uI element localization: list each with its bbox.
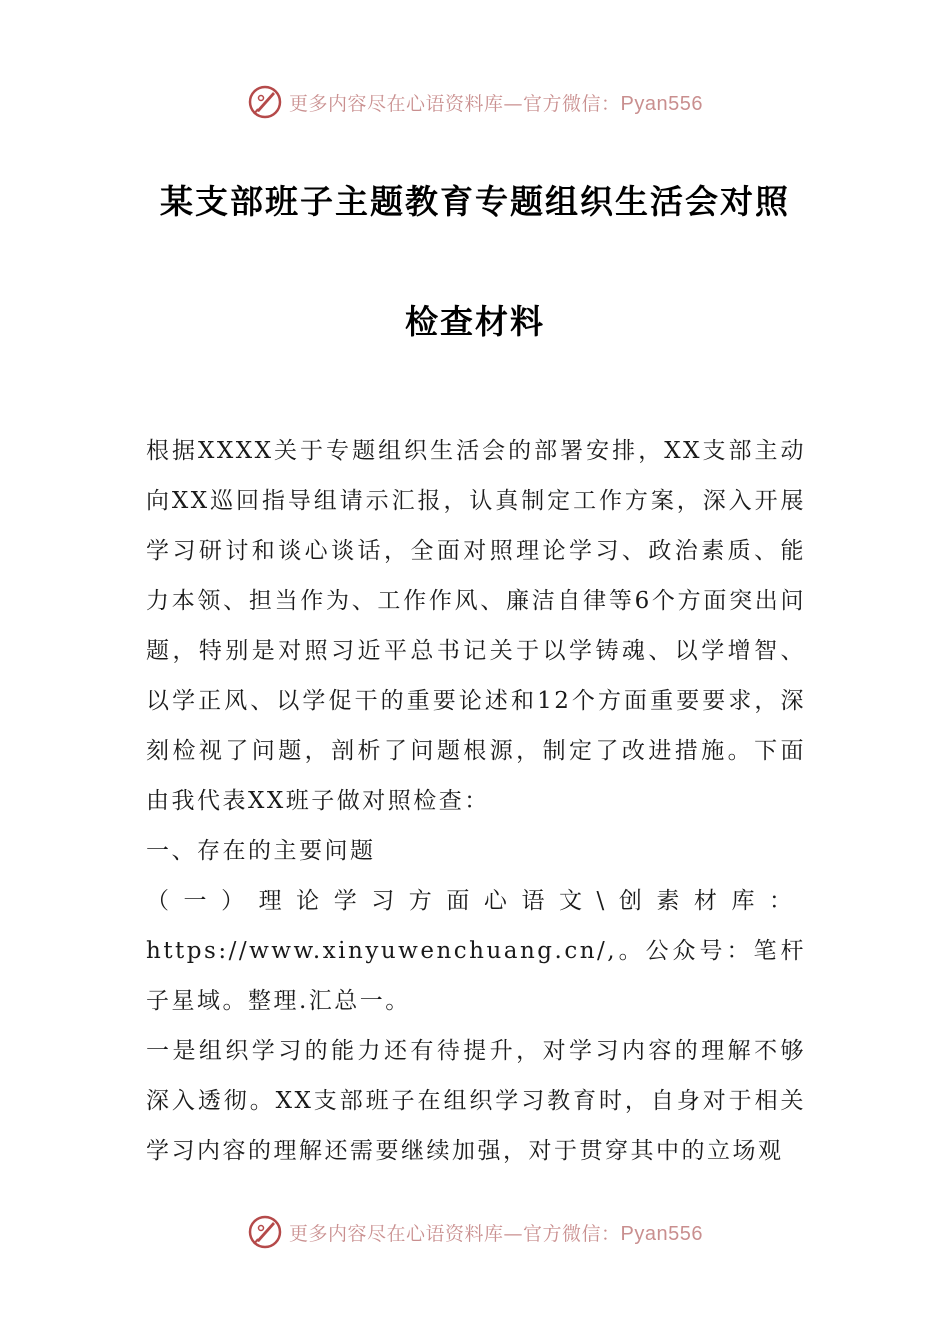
document-title-line-1: 某支部班子主题教育专题组织生活会对照 bbox=[160, 182, 790, 221]
paragraph-intro: 根据XXXX关于专题组织生活会的部署安排，XX支部主动向XX巡回指导组请示汇报，认真制定工作方案，深入开展学习研讨和谈心谈话，全面对照理论学习、政治素质、能力本领、担当作为、工作作风、廉洁自律等6个方面突出问题，特别是对照习近平总书记关于以学铸魂、以学增智、以学正风、以学促干的重要论述和12个方面重要要求，深刻检视了问题，剖析了问题根源，制定了改进措施。下面由我代表XX班子做对照检查： bbox=[146, 438, 806, 814]
quill-logo-icon bbox=[247, 1214, 283, 1250]
watermark-text: 更多内容尽在心语资料库—官方微信：Pyan556 bbox=[289, 92, 703, 115]
source-link-text: https://www.xinyuwenchuang.cn/,。公众号：笔杆子星域。整理.汇总一。 bbox=[146, 938, 806, 1014]
section-heading: 一、存在的主要问题 bbox=[146, 838, 376, 864]
watermark-text: 更多内容尽在心语资料库—官方微信：Pyan556 bbox=[289, 1222, 703, 1245]
paragraph-point-1: 一是组织学习的能力还有待提升，对学习内容的理解不够深入透彻。XX支部班子在组织学习教育时，自身对于相关学习内容的理解还需要继续加强，对于贯穿其中的立场观 bbox=[146, 1038, 806, 1164]
document-body bbox=[146, 426, 806, 1176]
footer-watermark bbox=[0, 1210, 950, 1254]
wechat-id: Pyan556 bbox=[620, 92, 703, 115]
header-watermark bbox=[0, 80, 950, 124]
document-title-line-2: 检查材料 bbox=[405, 302, 545, 341]
wechat-id: Pyan556 bbox=[620, 1222, 703, 1245]
quill-logo-icon bbox=[247, 84, 283, 120]
subsection-label: （一）理论学习方面心语文\创素材库： bbox=[146, 888, 806, 914]
subsection-heading bbox=[146, 876, 806, 1026]
